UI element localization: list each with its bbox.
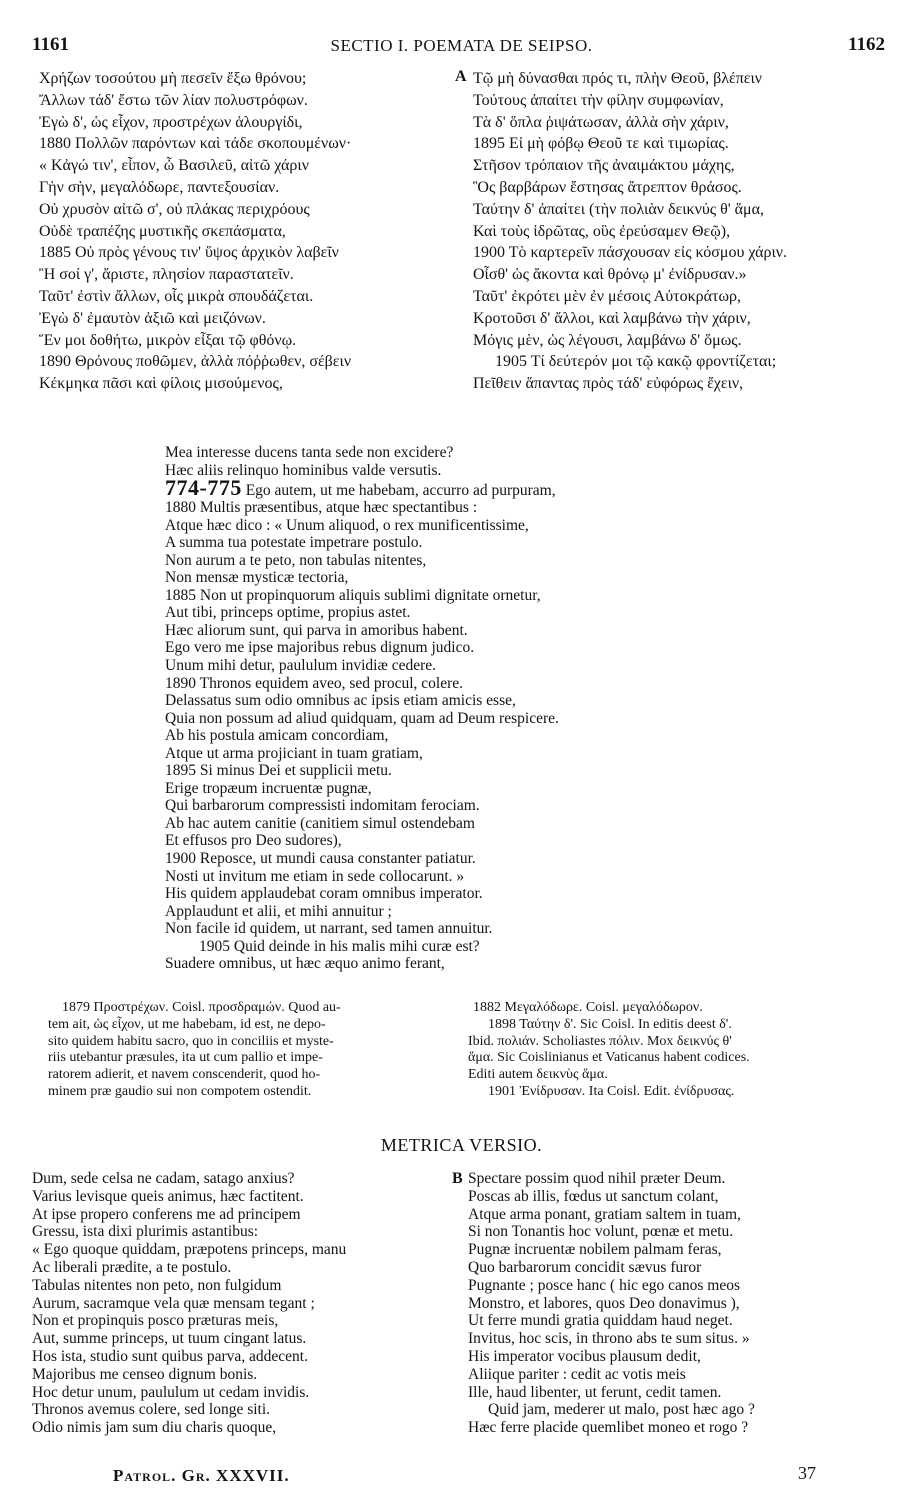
latin-verse: Aut tibi, princeps optime, propius astet. [165,604,411,622]
metrica-verse: Pugnante ; posce hanc ( hic ego canos meos [468,1276,741,1294]
footnote-line: riis utebantur præsules, ita ut cum pallio et impe- [48,1050,323,1066]
latin-verse: 1905 Quid deinde in his malis mihi curæ est? [199,937,480,955]
section-title: METRICA VERSIO. [380,1135,543,1155]
metrica-verse: Thronos avemus colere, sed longe siti. [32,1401,271,1419]
metrica-verse: Aliique pariter : cedit ac votis meis [468,1365,686,1383]
greek-verse: 1905 Τί δεύτερόν μοι τῷ κακῷ φροντίζεται; [495,353,777,371]
footnotes-left [48,1000,448,1101]
latin-verse-with-column-number [165,475,765,501]
metrica-verse: Invitus, hoc scis, in throno abs te sum situs. » [468,1330,750,1348]
footnote-line: 1882 Μεγαλόδωρε. Coisl. μεγαλόδωρον. [473,1000,703,1015]
running-title: SECTIO I. POEMATA DE SEIPSO. [330,36,593,55]
metrica-verse: Non et propinquis posco præturas meis, [32,1312,279,1330]
greek-verse: 1885 Οὐ πρὸς γένους τιν' ὕψος ἀρχικὸν λαβεῖν [39,244,339,262]
metrica-versio-left [32,1170,442,1437]
latin-verse: Qui barbarorum compressisti indomitam ferociam. [165,797,480,815]
metrica-verse: Hos ista, studio sunt quibus parva, addecent. [32,1347,308,1365]
latin-verse: Ego autem, ut me habebam, accurro ad purpuram, [245,482,556,500]
greek-verse: Ταῦτ' ἐκρότει μὲν ἐν μέσοις Αὐτοκράτωρ, [473,287,741,305]
column-marker-b: B [452,1170,463,1187]
latin-verse: Ego vero me ipse majoribus rebus dignum judico. [165,639,475,657]
metrica-verse: Gressu, ista dixi plurimis astantibus: [32,1223,259,1241]
metrica-versio-right [468,1170,898,1437]
greek-verse: Ἐγὼ δ', ὡς εἶχον, προστρέχων ἁλουργίδι, [39,113,303,131]
greek-verse: Ταύτην δ' ἀπαίτει (τὴν πολιὰν δεικνύς θ' ἅμα, [473,200,764,218]
greek-text-right-column [473,68,903,395]
latin-verse: 1890 Thronos equidem aveo, sed procul, colere. [165,674,464,692]
greek-verse: Κροτοῦσι δ' ἄλλοι, καὶ λαμβάνω τὴν χάριν, [473,309,751,327]
metrica-verse: « Ego quoque quiddam, præpotens princeps, manu [32,1241,347,1259]
greek-verse: Τούτους ἀπαίτει τὴν φίλην συμφωνίαν, [473,91,724,109]
greek-verse: Ἄλλων τάδ' ἔστω τῶν λίαν πολυστρόφων. [39,91,308,109]
metrica-verse: Tabulas nitentes non peto, non fulgidum [32,1276,282,1294]
latin-verse: Hæc aliorum sunt, qui parva in amoribus habent. [165,621,468,639]
latin-verse: Hæc aliis relinquo hominibus valde versutis. [165,461,442,479]
column-marker-a: A [455,68,467,85]
latin-verse: Unum mihi detur, paululum invidiæ cedere. [165,657,437,675]
greek-verse: Τὰ δ' ὅπλα ῥιψάτωσαν, ἀλλὰ σὴν χάριν, [473,113,729,131]
metrica-verse: His imperator vocibus plausum dedit, [468,1347,701,1365]
latin-translation [165,444,765,973]
greek-verse: Ταῦτ' ἐστὶν ἄλλων, οἷς μικρὰ σπουδάζεται. [39,287,314,305]
greek-verse: « Κἀγώ τιν', εἶπον, ὦ Βασιλεῦ, αἰτῶ χάριν [39,157,309,175]
footnote-line: minem præ gaudio sui non compotem ostendit. [48,1083,312,1099]
greek-verse: Ἕν μοι δοθήτω, μικρὸν εἶξαι τῷ φθόνῳ. [39,331,297,349]
latin-verse: Nosti ut invitum me etiam in sede collocarunt. » [165,867,465,885]
metrica-verse: Aurum, sacramque vela quæ mensam tegant ; [32,1294,315,1312]
metrica-verse: Ut ferre mundi gratia quiddam haud neget. [468,1312,733,1330]
latin-verse: Quia non possum ad aliud quidquam, quam ad Deum respicere. [165,709,559,727]
greek-verse: Γὴν σὴν, μεγαλόδωρε, παντεξουσίαν. [39,178,280,196]
greek-verse: Οὐ χρυσὸν αἰτῶ σ', οὐ πλάκας περιχρόους [39,200,310,218]
metrica-verse: Hæc ferre placide quemlibet moneo et rogo ? [468,1419,749,1437]
metrica-verse: Majoribus me censeo dignum bonis. [32,1365,258,1383]
greek-verse: 1895 Εἰ μὴ φόβῳ Θεοῦ τε καὶ τιμωρίας. [473,135,729,153]
greek-verse: 1900 Τὸ καρτερεῖν πάσχουσαν εἰς κόσμου χάριν. [473,244,788,262]
latin-verse: Suadere omnibus, ut hæc æquo animo ferant, [165,955,445,973]
latin-verse: Ab hac autem canitie (canitiem simul ostendebam [165,814,475,832]
greek-verse: Στῆσον τρόπαιον τῆς ἀναιμάκτου μάχης, [473,157,735,175]
footnote-line: Editi autem δεικνὺς ἅμα. [468,1067,608,1083]
latin-verse: Atque ut arma projiciant in tuam gratiam, [165,744,423,762]
latin-verse: Applaudunt et alii, et mihi annuitur ; [165,902,392,920]
latin-verse: Et effusos pro Deo sudores), [165,832,342,850]
greek-verse: Οἶσθ' ὡς ἄκοντα καὶ θρόνῳ μ' ἐνίδρυσαν.» [473,266,747,284]
greek-verse: 1890 Θρόνους ποθῶμεν, ἀλλὰ πόῤῥωθεν, σέβειν [39,353,352,371]
metrica-verse: Spectare possim quod nihil præter Deum. [468,1170,726,1187]
footnote-line: 1898 Ταύτην δ'. Sic Coisl. In editis deest δ'. [488,1016,732,1032]
latin-verse: Non mensæ mysticæ tectoria, [165,569,349,587]
latin-verse: 1885 Non ut propinquorum aliquis sublimi dignitate ornetur, [165,586,541,604]
greek-verse: Χρήζων τοσούτου μὴ πεσεῖν ἔξω θρόνου; [39,70,307,87]
latin-verse: 1895 Si minus Dei et supplicii metu. [165,762,392,780]
greek-verse: 1880 Πολλῶν παρόντων καὶ τάδε σκοπουμένων· [39,135,352,153]
latin-verse: His quidem applaudebat coram omnibus imperator. [165,885,483,903]
greek-verse: Τῷ μὴ δύνασθαι πρός τι, πλὴν Θεοῦ, βλέπειν [473,70,763,87]
latin-verse: Mea interesse ducens tanta sede non excidere? [165,444,454,461]
right-page-number: 1162 [848,34,885,55]
metrica-verse: Aut, summe princeps, ut tuum cingant latus. [32,1330,307,1348]
latin-verse: 1900 Reposce, ut mundi causa constanter patiatur. [165,850,476,868]
latin-verse: Erige tropæum incruentæ pugnæ, [165,779,372,797]
metrica-verse: Monstro, et labores, quos Deo donavimus ), [468,1294,740,1312]
metrica-verse: Ac liberali prædite, a te postulo. [32,1258,232,1276]
greek-verse: Μόγις μὲν, ὡς λέγουσι, λαμβάνω δ' ὅμως. [473,331,742,349]
metrica-verse: Dum, sede celsa ne cadam, satago anxius? [32,1170,295,1187]
metrica-verse: Atque arma ponant, gratiam saltem in tuam, [468,1205,741,1223]
latin-verse: Delassatus sum odio omnibus ac ipsis etiam amicis esse, [165,692,516,710]
greek-verse: Κέκμηκα πᾶσι καὶ φίλοις μισούμενος, [39,375,283,393]
latin-verse: A summa tua potestate impetrare postulo. [165,534,423,552]
greek-verse: Ἐγὼ δ' ἐμαυτὸν ἀξιῶ καὶ μειζόνων. [39,309,266,327]
metrica-verse: Ille, haud libenter, ut ferunt, cedit tamen. [468,1383,722,1401]
latin-verse: 1880 Multis præsentibus, atque hæc spectantibus : [165,499,478,517]
metrica-verse: Odio nimis jam sum diu charis quoque, [32,1419,277,1437]
greek-verse: Οὐδὲ τραπέζης μυστικῆς σκεπάσματα, [39,222,286,240]
latin-verse: Non facile id quidem, ut narrant, sed tamen annuitur. [165,920,493,938]
metrica-verse: Poscas ab illis, fœdus ut sanctum colant, [468,1187,719,1205]
footnote-line: ratorem adierit, et navem conscenderit, quod ho- [48,1067,321,1083]
footer-signature-number: 37 [798,1463,816,1483]
greek-verse: Ὃς βαρβάρων ἔστησας ἄτρεπτον θράσος. [473,178,742,196]
footnote-line: 1901 Ἐνίδρυσαν. Ita Coisl. Edit. ἐνίδρυσας. [488,1083,735,1099]
footnote-line: tem ait, ὡς εἶχον, ut me habebam, id est, ne depo- [48,1016,326,1032]
left-page-number: 1161 [32,34,69,55]
latin-verse: Ab his postula amicam concordiam, [165,727,389,745]
column-number: 774-775 [165,475,242,501]
metrica-verse: Quid jam, mederer ut malo, post hæc ago ? [488,1401,755,1419]
footnotes-right [468,1000,888,1101]
metrica-verse: Quo barbarorum concidit sævus furor [468,1258,702,1276]
footnote-line: sito quidem habitu sacro, quo in conciliis et myste- [48,1033,334,1049]
footnote-line: ἅμα. Sic Coislinianus et Vaticanus habent codices. [468,1050,750,1066]
metrica-verse: Varius levisque queis animus, hæc factitent. [32,1187,304,1205]
greek-verse: Καὶ τοὺς ἱδρῶτας, οὓς ἐρεύσαμεν Θεῷ), [473,222,731,240]
metrica-verse: Hoc detur unum, paululum ut cedam invidis. [32,1383,310,1401]
footer-volume-label: Patrol. Gr. XXXVII. [113,1466,290,1485]
greek-verse: Πεῖθειν ἅπαντας πρὸς τάδ' εὐφόρως ἔχειν, [473,375,744,393]
footnote-line: 1879 Προστρέχων. Coisl. προσδραμών. Quod au- [62,1000,341,1015]
metrica-verse: Si non Tonantis hoc volunt, pœnæ et metu. [468,1223,734,1241]
latin-verse: Non aurum a te peto, non tabulas nitentes, [165,551,427,569]
metrica-verse: Pugnæ incruentæ nobilem palmam feras, [468,1241,722,1259]
greek-text-left-column [39,68,449,395]
metrica-verse: At ipse propero conferens me ad principem [32,1205,301,1223]
footnote-line: Ibid. πολιάν. Scholiastes πόλιν. Mox δεικνύς θ' [468,1033,732,1049]
greek-verse: Ἢ σοί γ', ἄριστε, πλησίον παραστατεῖν. [39,266,294,284]
latin-verse: Atque hæc dico : « Unum aliquod, o rex munificentissime, [165,516,529,534]
